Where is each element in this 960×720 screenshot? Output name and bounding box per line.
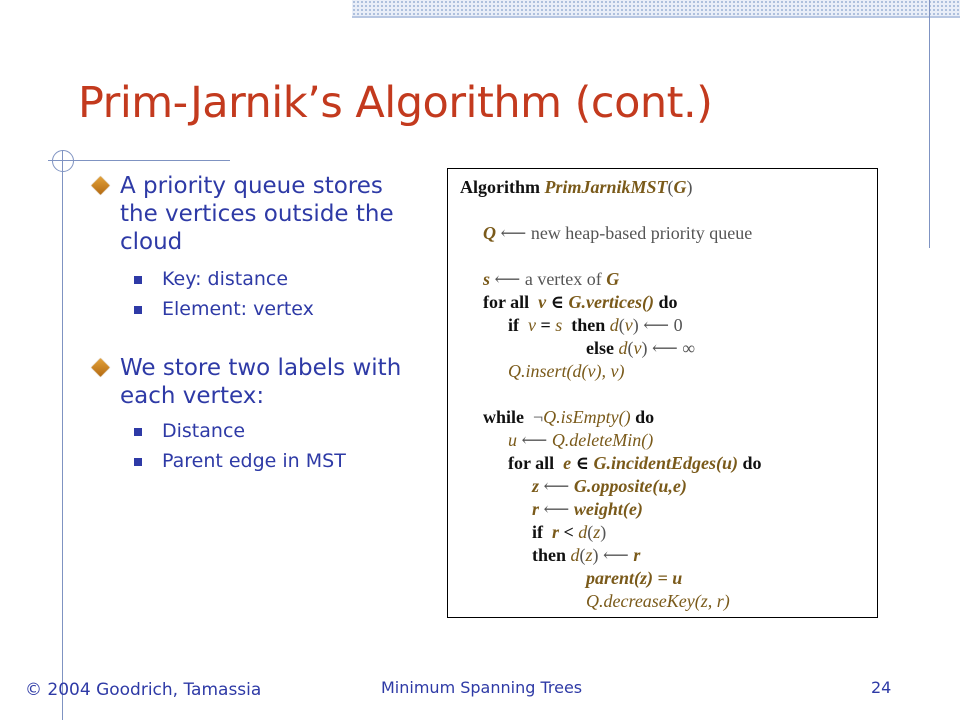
incident-edges-call: G.incidentEdges(u) [593, 453, 739, 473]
square-bullet-icon [134, 276, 142, 284]
bullet-text: A priority queue stores the vertices outside the cloud [120, 173, 394, 255]
keyword-if: if [532, 522, 543, 542]
diamond-bullet-icon [91, 358, 109, 376]
keyword-if: if [508, 315, 519, 335]
deletemin-call: Q.deleteMin() [551, 430, 654, 450]
code-line-deletemin: u ⟵ Q.deleteMin() [508, 430, 654, 450]
start-vertex-description: a vertex of [524, 269, 602, 289]
keyword-do: do [658, 292, 678, 312]
code-line-compare: if r < d(z) [532, 522, 607, 542]
code-line-start-vertex: s ⟵ a vertex of G [483, 269, 620, 289]
code-line-else: else d(v) ⟵ ∞ [586, 338, 696, 358]
code-line-parent [586, 568, 682, 588]
sub-bullet-text: Element: vertex [162, 298, 314, 320]
sub-bullet-item [94, 446, 414, 476]
algorithm-pseudocode-box [447, 168, 878, 618]
isempty-call: Q.isEmpty() [543, 407, 631, 427]
keyword-while: while [483, 407, 525, 427]
code-line-weight: r ⟵ weight(e) [532, 499, 643, 519]
sub-bullet-item [94, 294, 414, 324]
keyword-then: then [571, 315, 606, 335]
code-line-while: while ¬Q.isEmpty() do [483, 407, 655, 427]
sub-bullet-item [94, 264, 414, 294]
keyword-algorithm: Algorithm [460, 177, 540, 197]
bullet-item [94, 354, 414, 410]
algorithm-param: G [673, 177, 687, 197]
algorithm-name: PrimJarnikMST [544, 177, 668, 197]
code-line-if: if v = s then d(v) ⟵ 0 [508, 315, 683, 335]
page-number: 24 [871, 678, 892, 697]
code-line-opposite: z ⟵ G.opposite(u,e) [532, 476, 687, 496]
vertices-call: G.vertices() [568, 292, 654, 312]
keyword-for-all: for all [508, 453, 555, 473]
decorative-right-line [929, 0, 930, 248]
keyword-else: else [586, 338, 614, 358]
decorative-title-underline [48, 160, 230, 161]
footer-topic: Minimum Spanning Trees [381, 678, 583, 697]
code-line-decreasekey [586, 591, 730, 611]
decreasekey-call: Q.decreaseKey(z, r) [586, 591, 730, 611]
square-bullet-icon [134, 458, 142, 466]
bullet-list [94, 172, 414, 476]
code-line-queue: Q ⟵ new heap-based priority queue [483, 223, 753, 243]
bullet-item [94, 172, 414, 256]
square-bullet-icon [134, 306, 142, 314]
sub-bullet-item [94, 416, 414, 446]
slide-title: Prim-Jarnik’s Algorithm (cont.) [78, 78, 713, 128]
algorithm-header: Algorithm PrimJarnikMST(G) [460, 177, 693, 197]
code-line-insert [508, 361, 624, 381]
diamond-bullet-icon [91, 176, 109, 194]
sub-bullet-text: Key: distance [162, 268, 289, 290]
square-bullet-icon [134, 428, 142, 436]
code-line-for-vertices: for all v ∈ G.vertices() do [483, 292, 678, 312]
code-line-update-distance: then d(z) ⟵ r [532, 545, 641, 565]
keyword-then: then [532, 545, 567, 565]
decorative-corner-circle [52, 150, 74, 172]
insert-call: Q.insert(d(v), v) [508, 361, 625, 381]
sub-bullet-text: Distance [162, 420, 246, 442]
keyword-do: do [742, 453, 762, 473]
opposite-call: G.opposite(u,e) [573, 476, 687, 496]
footer-copyright: © 2004 Goodrich, Tamassia [25, 680, 262, 700]
queue-description: new heap-based priority queue [530, 223, 753, 243]
keyword-for-all: for all [483, 292, 530, 312]
parent-assign: parent(z) = u [586, 568, 683, 588]
code-line-for-edges: for all e ∈ G.incidentEdges(u) do [508, 453, 762, 473]
bullet-text: We store two labels with each vertex: [120, 355, 402, 409]
decorative-left-line [62, 150, 63, 720]
weight-call: weight(e) [573, 499, 643, 519]
keyword-do: do [635, 407, 655, 427]
sub-bullet-text: Parent edge in MST [162, 450, 346, 472]
decorative-top-band-edge [352, 16, 960, 18]
